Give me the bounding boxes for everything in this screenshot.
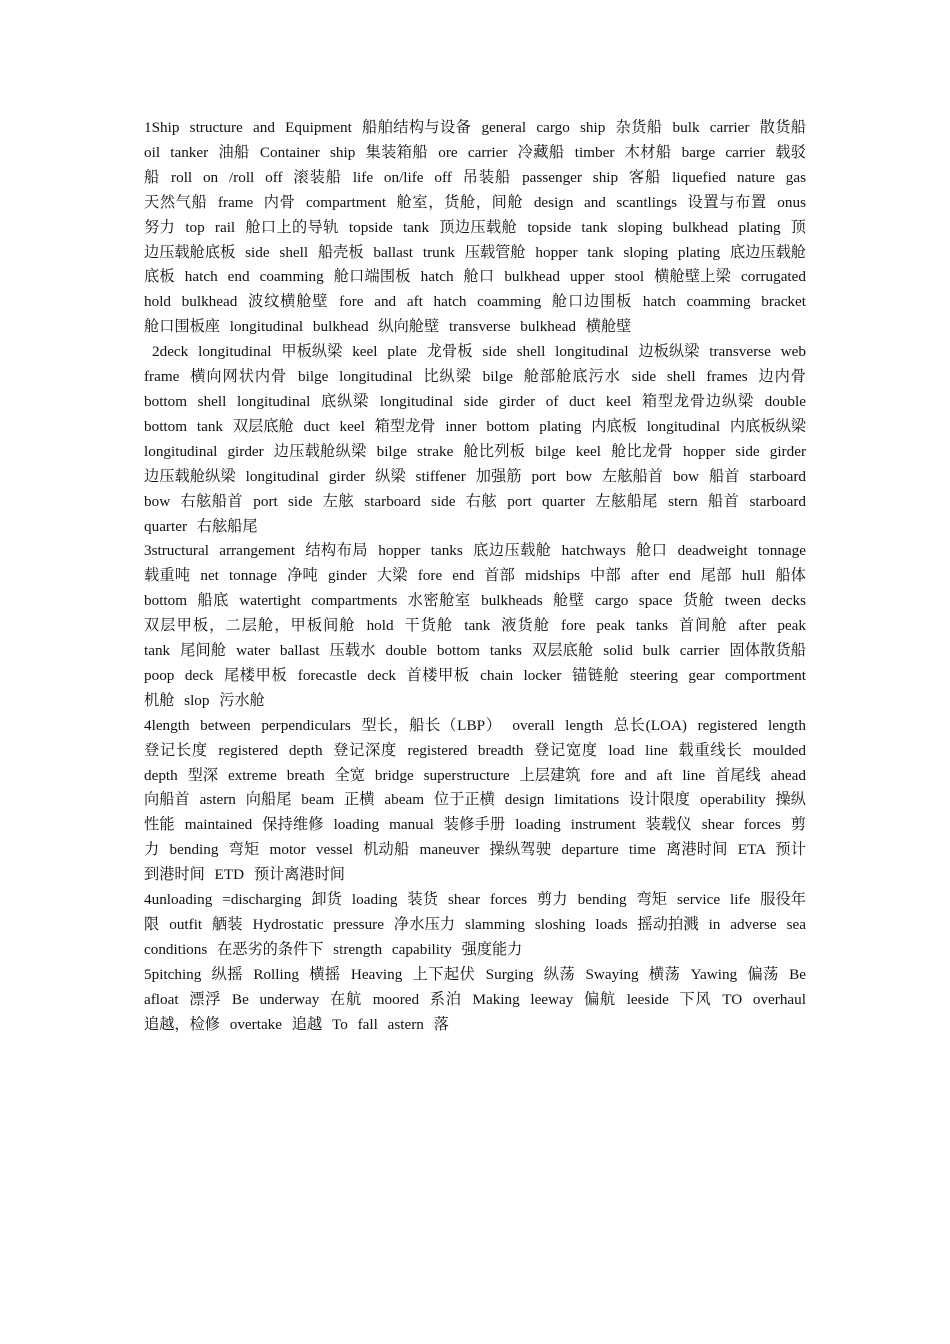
paragraph-1: 1Ship structure and Equipment 船舶结构与设备 general cargo ship 杂货船 bulk carrier 散货船 oil tanker 油船 Container ship 集装箱船 ore carrier 冷藏船 timber 木材船 barge carrier 载驳船 roll on /roll off 滚装船 life on/life off 吊装船 passenger ship 客船 liquefied nature gas 天然气船 frame 内骨 compartment 舱室，货舱，间舱 design and scantlings 设置与布置 onus 努力 top rail 舱口上的导轨 topside tank 顶边压载舱 topside tank sloping bulkhead plating 顶边压载舱底板 side shell 船壳板 ballast trunk 压载管舱 hopper tank sloping plating 底边压载舱底板 hatch end coamming 舱口端围板 hatch 舱口 bulkhead upper stool 横舱壁上梁 corrugated hold bulkhead 波纹横舱壁 fore and aft hatch coamming 舱口边围板 hatch coamming bracket 舱口围板座 longitudinal bulkhead 纵向舱壁 transverse bulkhead 横舱壁	[144, 119, 806, 336]
paragraph-6: 5pitching 纵摇 Rolling 横摇 Heaving 上下起伏 Surging 纵荡 Swaying 横荡 Yawing 偏荡 Be afloat 漂浮 Be underway 在航 moored 系泊 Making leeway 偏航 leeside 下风 TO overhaul 追越，检修 overtake 追越 To fall astern 落	[144, 965, 806, 1033]
paragraph-5: 4unloading =discharging 卸货 loading 装货 shear forces 剪力 bending 弯矩 service life 服役年限 outfit 舾装 Hydrostatic pressure 净水压力 slamming sloshing loads 摇动拍溅 in adverse sea conditions 在恶劣的条件下 strength capability 强度能力	[144, 891, 806, 958]
paragraph-3: 3structural arrangement 结构布局 hopper tanks 底边压载舱 hatchways 舱口 deadweight tonnage 载重吨 net tonnage 净吨 ginder 大梁 fore end 首部 midships 中部 after end 尾部 hull 船体 bottom 船底 watertight compartments 水密舱室 bulkheads 舱壁 cargo space 货舱 tween decks 双层甲板，二层舱，甲板间舱 hold 干货舱 tank 液货舱 fore peak tanks 首间舱 after peak tank 尾间舱 water ballast 压载水 double bottom tanks 双层底舱 solid bulk carrier 固体散货船 poop deck 尾楼甲板 forecastle deck 首楼甲板 chain locker 锚链舱 steering gear comportment 机舱 slop 污水舱	[144, 542, 806, 709]
paragraph-2: 2deck longitudinal 甲板纵梁 keel plate 龙骨板 side shell longitudinal 边板纵梁 transverse web frame 横向网状内骨 bilge longitudinal 比纵梁 bilge 舱部舱底污水 side shell frames 边内骨 bottom shell longitudinal 底纵梁 longitudinal side girder of duct keel 箱型龙骨边纵梁 double bottom tank 双层底舱 duct keel 箱型龙骨 inner bottom plating 内底板 longitudinal 内底板纵梁 longitudinal girder 边压载舱纵梁 bilge strake 舱比列板 bilge keel 舱比龙骨 hopper side girder 边压载舱纵梁 longitudinal girder 纵梁 stiffener 加强筋 port bow 左舷船首 bow 船首 starboard bow 右舷船首 port side 左舷 starboard side 右舷 port quarter 左舷船尾 stern 船首 starboard quarter 右舷船尾	[144, 343, 806, 535]
paragraph-4: 4length between perpendiculars 型长，船长（LBP） overall length 总长(LOA) registered length 登记长度 registered depth 登记深度 registered breadth 登记宽度 load line 载重线长 moulded depth 型深 extreme breath 全宽 bridge superstructure 上层建筑 fore and aft line 首尾线 ahead 向船首 astern 向船尾 beam 正横 abeam 位于正横 design limitations 设计限度 operability 操纵性能 maintained 保持维修 loading manual 装修手册 loading instrument 装载仪 shear forces 剪力 bending 弯矩 motor vessel 机动船 maneuver 操纵驾驶 departure time 离港时间 ETA 预计到港时间 ETD 预计离港时间	[144, 716, 806, 884]
document-page	[144, 116, 806, 1038]
